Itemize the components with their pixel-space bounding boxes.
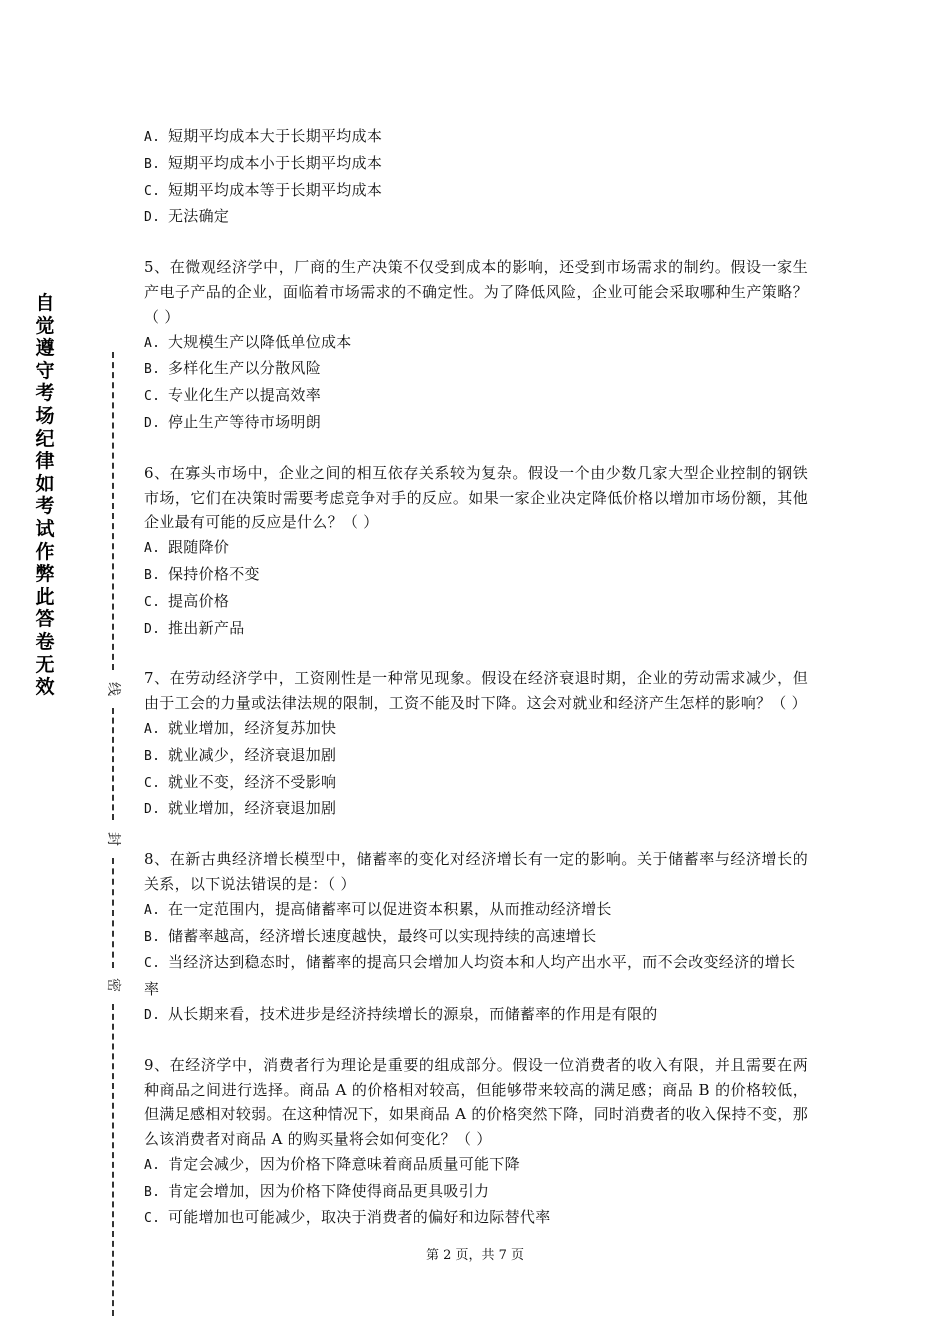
question-6	[144, 461, 808, 643]
option-c: C. 就业不变，经济不受影响	[144, 772, 337, 791]
option-c: C. 可能增加也可能减少，取决于消费者的偏好和边际替代率	[144, 1208, 551, 1227]
option-a: A. 跟随降价	[144, 538, 230, 557]
option-b: B. 肯定会增加，因为价格下降使得商品更具吸引力	[144, 1181, 490, 1200]
option-b: B. 储蓄率越高，经济增长速度越快，最终可以实现持续的高速增长	[144, 926, 597, 945]
binding-line-segment	[112, 352, 114, 670]
option-a: A. 肯定会减少，因为价格下降意味着商品质量可能下降	[144, 1154, 520, 1173]
question-9	[144, 1053, 808, 1233]
option-d: D. 就业增加，经济衰退加剧	[144, 799, 337, 818]
page-number-footer: 第 2 页，共 7 页	[425, 1248, 525, 1263]
exam-discipline-warning: 自觉遵守考场纪律如考试作弊此答卷无效	[35, 292, 55, 699]
question-stem: 8、在新古典经济增长模型中，储蓄率的变化对经济增长有一定的影响。关于储蓄率与经济增长的关系，以下说法错误的是：（ ）	[144, 850, 808, 893]
question-7	[144, 666, 808, 823]
option-a: A. 短期平均成本大于长期平均成本	[144, 127, 383, 145]
question-stem: 6、在寡头市场中，企业之间的相互依存关系较为复杂。假设一个由少数几家大型企业控制的钢铁市场，它们在决策时需要考虑竞争对手的反应。如果一家企业决定降低价格以增加市场份额，其他企业最有可能的反应是什么？（ ）	[144, 463, 808, 532]
option-a: A. 大规模生产以降低单位成本	[144, 332, 352, 351]
option-b: B. 多样化生产以分散风险	[144, 359, 322, 378]
binding-mark-secret: 密	[105, 978, 121, 992]
option-d: D. 停止生产等待市场明朗	[144, 412, 322, 431]
option-a: A. 就业增加，经济复苏加快	[144, 718, 337, 737]
option-d: D. 从长期来看，技术进步是经济持续增长的源泉，而储蓄率的作用是有限的	[144, 1004, 658, 1023]
question-content	[144, 124, 808, 1232]
option-c: C. 当经济达到稳态时，储蓄率的提高只会增加人均资本和人均产出水平，而不会改变经济的增长率	[144, 953, 796, 999]
binding-mark-line: 线	[105, 682, 121, 696]
option-d: D. 推出新产品	[144, 618, 245, 637]
binding-line-segment	[112, 1004, 114, 1316]
option-b: B. 就业减少，经济衰退加剧	[144, 745, 337, 764]
binding-line-segment	[112, 708, 114, 820]
binding-mark-seal: 封	[105, 832, 121, 846]
binding-line-segment	[112, 858, 114, 968]
option-c: C. 短期平均成本等于长期平均成本	[144, 180, 383, 199]
option-c: C. 专业化生产以提高效率	[144, 386, 322, 405]
question-stem: 5、在微观经济学中，厂商的生产决策不仅受到成本的影响，还受到市场需求的制约。假设一家生产电子产品的企业，面临着市场需求的不确定性。为了降低风险，企业可能会采取哪种生产策略？（ ）	[144, 258, 808, 326]
option-c: C. 提高价格	[144, 591, 230, 610]
question-stem: 7、在劳动经济学中，工资刚性是一种常见现象。假设在经济衰退时期，企业的劳动需求减少，但由于工会的力量或法律法规的限制，工资不能及时下降。这会对就业和经济产生怎样的影响？（ ）	[144, 669, 808, 713]
option-b: B. 保持价格不变	[144, 564, 260, 583]
option-b: B. 短期平均成本小于长期平均成本	[144, 153, 383, 172]
option-a: A. 在一定范围内，提高储蓄率可以促进资本积累，从而推动经济增长	[144, 899, 612, 918]
option-d: D. 无法确定	[144, 207, 230, 226]
q4-options	[144, 124, 808, 231]
question-5	[144, 255, 808, 437]
question-8	[144, 847, 808, 1029]
question-stem: 9、在经济学中，消费者行为理论是重要的组成部分。假设一位消费者的收入有限，并且需要在两种商品之间进行选择。商品 A 的价格相对较高，但能够带来较高的满足感；商品 B 的价格较低，但满足感相对较弱。在这种情况下，如果商品 A 的价格突然下降，同时消费者的收入保持不变，那么该消费者对商品 A 的购买量将会如何变化？（ ）	[144, 1055, 808, 1149]
